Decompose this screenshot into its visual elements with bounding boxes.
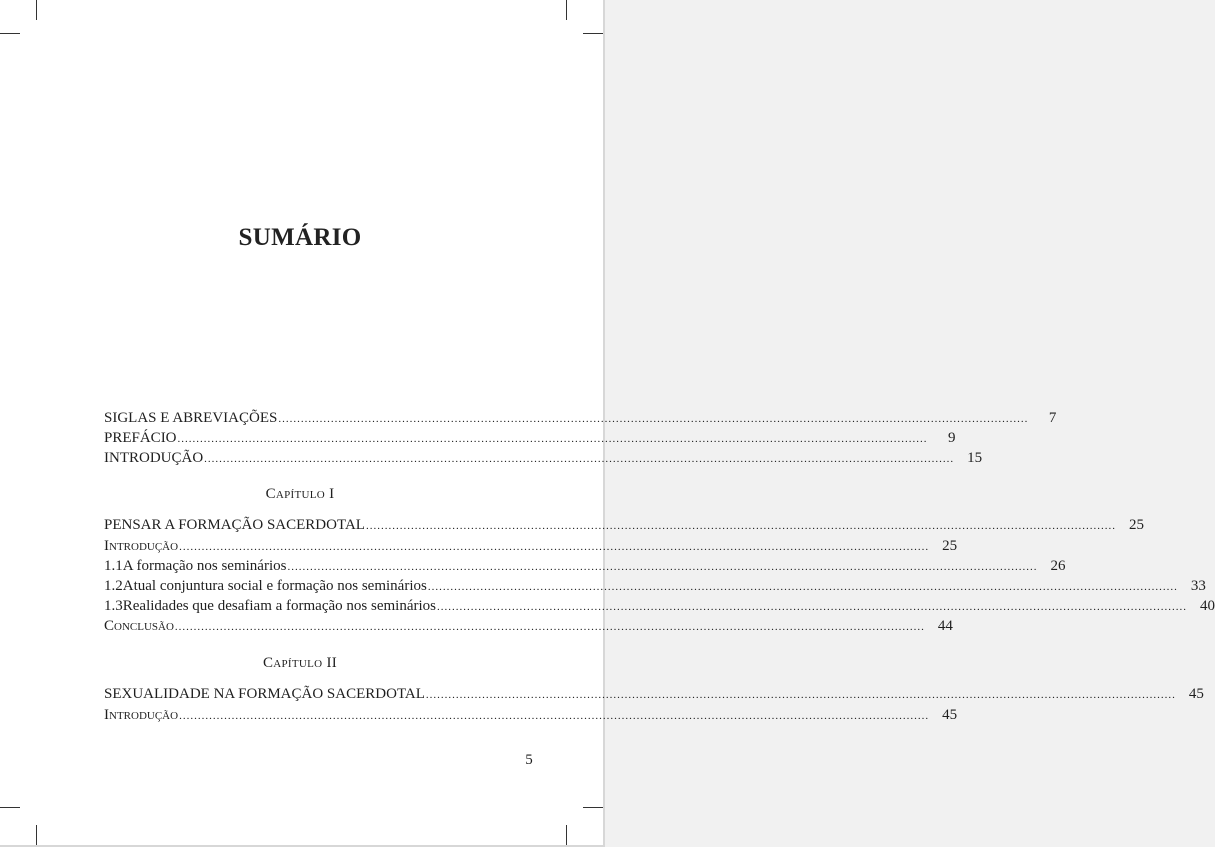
toc-entry xyxy=(104,576,1206,596)
toc-entry-page: 7 xyxy=(1048,410,1057,426)
toc-entry-page: 26 xyxy=(1050,558,1066,574)
toc-entry xyxy=(104,684,1204,704)
dot-leader: ........................................................................................................................................................................................................ xyxy=(365,520,1116,532)
dot-leader: ........................................................................................................................................................................................................ xyxy=(177,433,928,445)
crop-mark-left-top xyxy=(0,33,20,34)
dot-leader: ........................................................................................................................................................................................................ xyxy=(204,453,955,465)
toc-entry-page: 40 xyxy=(1199,598,1215,614)
dot-leader: ........................................................................................................................................................................................................ xyxy=(425,689,1176,701)
toc-entry-page: 44 xyxy=(937,618,953,634)
toc-entry xyxy=(104,428,956,448)
dot-leader: ........................................................................................................................................................................................................ xyxy=(179,710,930,722)
crop-mark-right-top xyxy=(583,33,603,34)
toc-entry-label: SIGLAS E ABREVIAÇÕES xyxy=(104,410,278,426)
toc-entry xyxy=(104,556,1066,576)
toc-entry xyxy=(104,448,983,468)
toc-entry xyxy=(104,705,958,725)
toc-entry-label: Conclusão xyxy=(104,618,174,634)
toc-entry-page: 9 xyxy=(948,430,956,446)
toc-entry xyxy=(104,536,958,556)
toc-entry xyxy=(104,408,1057,428)
toc-entry-label: Atual conjuntura social e formação nos seminários xyxy=(122,578,427,594)
toc-entry-label: Introdução xyxy=(104,707,179,723)
toc-entry-page: 33 xyxy=(1190,578,1206,594)
dot-leader: ........................................................................................................................................................................................................ xyxy=(287,561,1038,573)
toc-entry-label: PREFÁCIO xyxy=(104,430,177,446)
dot-leader: ........................................................................................................................................................................................................ xyxy=(436,601,1187,613)
toc-entry-label: A formação nos seminários xyxy=(122,558,287,574)
chapter-heading: Capítulo I xyxy=(265,486,335,502)
chapter-heading: Capítulo II xyxy=(262,655,338,671)
toc-entry-number: 1.3 xyxy=(104,598,123,614)
toc-entry-page: 25 xyxy=(942,538,958,554)
toc-entry-page: 45 xyxy=(1188,686,1204,702)
toc-entry-label: PENSAR A FORMAÇÃO SACERDOTAL xyxy=(104,517,365,533)
toc-entry xyxy=(104,515,1144,535)
toc-entry-page: 45 xyxy=(942,707,958,723)
toc-entry-number: 1.2 xyxy=(104,578,123,594)
toc-entry-label: Realidades que desafiam a formação nos seminários xyxy=(122,598,436,614)
crop-mark-right-bottom xyxy=(583,807,603,808)
page-title: SUMÁRIO xyxy=(238,224,362,251)
toc-entry-label: SEXUALIDADE NA FORMAÇÃO SACERDOTAL xyxy=(104,686,425,702)
crop-mark-left-bottom xyxy=(0,807,20,808)
page-number: 5 xyxy=(525,752,533,768)
dot-leader: ........................................................................................................................................................................................................ xyxy=(179,541,930,553)
crop-mark-bottom-right xyxy=(566,825,567,845)
dot-leader: ........................................................................................................................................................................................................ xyxy=(174,621,925,633)
toc-entry xyxy=(104,596,1215,616)
crop-mark-bottom-left xyxy=(36,825,37,845)
crop-mark-top-left xyxy=(36,0,37,20)
toc-entry-page: 15 xyxy=(967,450,983,466)
dot-leader: ........................................................................................................................................................................................................ xyxy=(278,413,1029,425)
toc-entry-label: INTRODUÇÃO xyxy=(104,450,204,466)
toc-entry-label: Introdução xyxy=(104,538,179,554)
toc-entry-page: 25 xyxy=(1128,517,1144,533)
dot-leader: ........................................................................................................................................................................................................ xyxy=(427,581,1178,593)
toc-entry-number: 1.1 xyxy=(104,558,123,574)
crop-mark-top-right xyxy=(566,0,567,20)
toc-entry xyxy=(104,616,953,636)
